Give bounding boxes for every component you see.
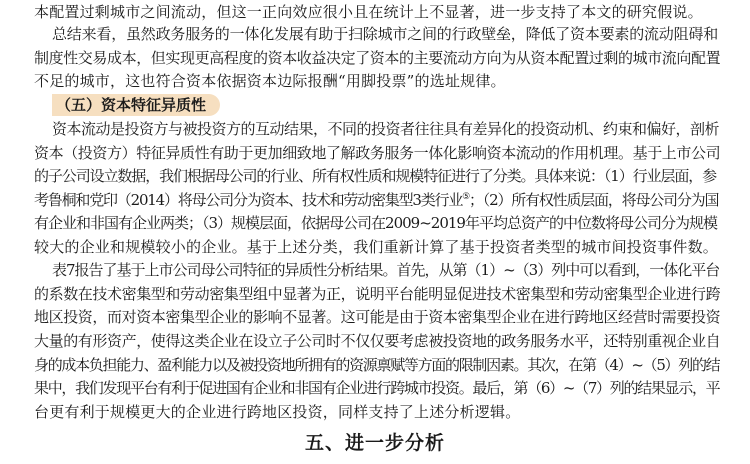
paragraph-2-line-2: 制度性交易成本，但实现更高程度的资本收益决定了资本的主要流动方向为从资本配置过剩的城市流向配置 xyxy=(34,49,720,67)
paragraph-3-line-6: 较大的企业和规模较小的企业。基于上述分类，我们重新计算了基于投资者类型的城市间投资事件数。 xyxy=(34,238,719,256)
paragraph-2-line-1: 总结来看，虽然政务服务的一体化发展有助于扫除城市之间的行政壁垒，降低了资本要素的流动阻碍和 xyxy=(52,25,719,43)
paragraph-3-line-5: 有企业和非国有企业两类；（3）规模层面，依据母公司在2009~2019年平均总资产的中位数将母公司分为规模 xyxy=(34,214,717,232)
paragraph-3-line-4-end: ；（2）所有权性质层面，将母公司分为国 xyxy=(469,191,719,209)
paragraph-4-line-5: 身的成本负担能力、盈利能力以及被投资地所拥有的资源禀赋等方面的限制因素。其次，在第（4）~（5）列的结 xyxy=(34,356,720,374)
footnote-marker[interactable]: ⑤ xyxy=(462,192,469,202)
paragraph-3-line-3: 的子公司设立数据，我们根据母公司的行业、所有权性质和规模特征进行了分类。具体来说：（1）行业层面，参 xyxy=(34,167,717,185)
paragraph-4-line-4: 大量的有形资产，使得这类企业在设立子公司时不仅仅要考虑被投资地的政务服务水平，还特别重视企业自 xyxy=(34,332,720,350)
paragraph-3-line-1: 资本流动是投资方与被投资方的互动结果，不同的投资者往往具有差异化的投资动机、约束和偏好，剖析 xyxy=(52,120,720,138)
paragraph-4-line-1: 表7报告了基于上市公司母公司特征的异质性分析结果。首先，从第（1）~（3）列中可以看到，一体化平台 xyxy=(52,261,720,279)
section-heading: 五、进一步分析 xyxy=(304,432,445,454)
paragraph-3-line-4-start: 考鲁桐和党印（2014）将母公司分为资本、技术和劳动密集型3类行业 xyxy=(34,191,463,209)
paragraph-4-line-7: 台更有利于规模更大的企业进行跨地区投资，同样支持了上述分析逻辑。 xyxy=(34,403,521,421)
paragraph-2-line-3: 不足的城市，这也符合资本依据资本边际报酬“用脚投票”的选址规律。 xyxy=(34,72,506,90)
paragraph-3-line-2: 资本（投资方）特征异质性有助于更加细致地了解政务服务一体化影响资本流动的作用机理。基于上市公司 xyxy=(34,144,720,162)
paragraph-4-line-3: 地区投资，而对资本密集型企业的影响不显著。这可能是由于资本密集型企业在进行跨地区经营时需要投资 xyxy=(34,308,720,326)
paragraph-4-line-6: 果中，我们发现平台有利于促进国有企业和非国有企业进行跨城市投资。最后，第（6）~（7）列的结果显示，平 xyxy=(34,379,720,397)
paragraph-4-line-2: 的系数在技术密集型和劳动密集型组中显著为正，说明平台能明显促进技术密集型和劳动密集型企业进行跨 xyxy=(34,285,720,303)
paragraph-1-line-1: 本配置过剩城市之间流动，但这一正向效应很小且在统计上不显著，进一步支持了本文的研究假说。 xyxy=(34,3,703,21)
paragraph-3-line-4 xyxy=(34,189,720,211)
subsection-heading: （五）资本特征异质性 xyxy=(52,94,220,116)
